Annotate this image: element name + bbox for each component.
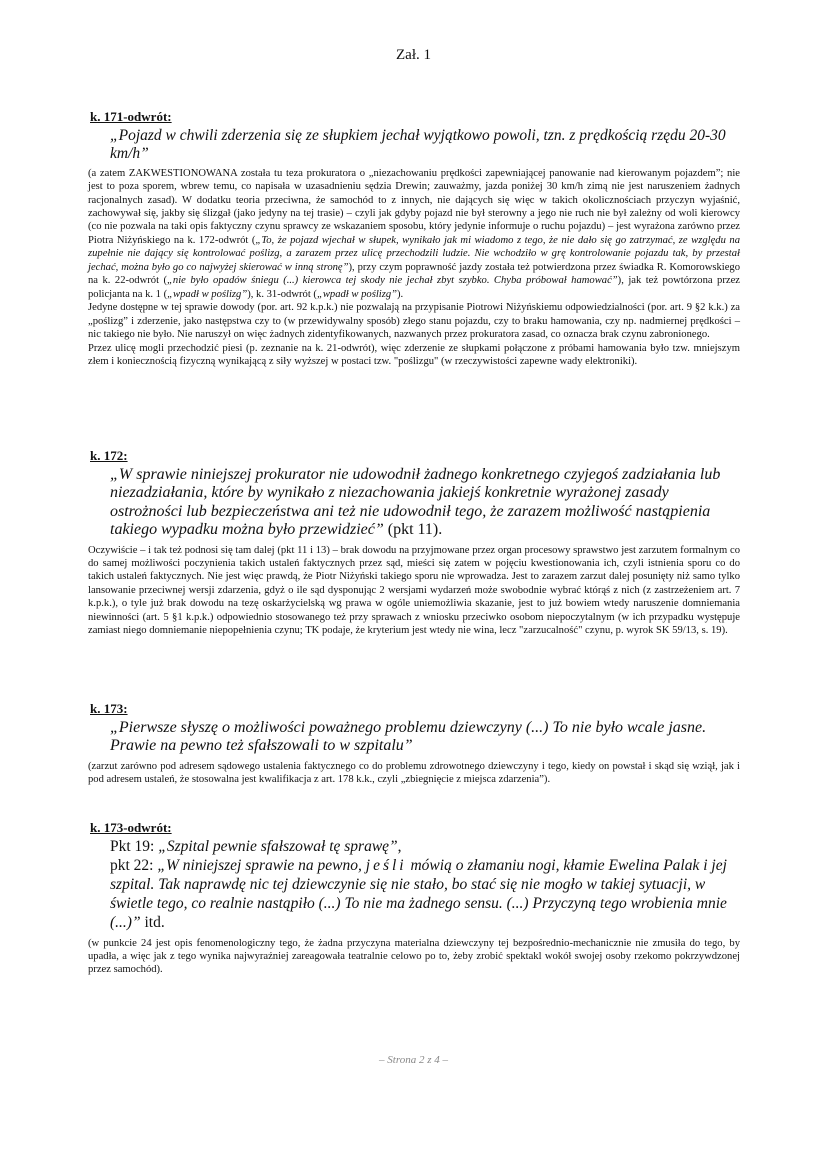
page-header [0,47,827,64]
pkt-quote-emphasis: jeśli [365,856,407,874]
body-paragraph [88,167,740,302]
page-number-footer: – Strona 2 z 4 – [379,1054,448,1066]
text-run: itd. [140,913,165,931]
text-run: , [397,838,402,855]
section-k172 [88,448,740,638]
body-paragraph: Jedyne dostępne w tej sprawie dowody (por. art. 92 k.p.k.) nie pozwalają na przypisanie Piotrowi Niżyńskiemu odpowiedzialności (por. art. 9 §2 k.k.) za „poślizg” i zderzenie, jako następstwa czy to (w przewidywalny sposób) złego stanu pojazdu, czy to braku hamowania, czy np. nadmiernej prędkości – nic takiego nie było. Nie naruszył on więc żadnych zidentyfikowanych, nazwanych przez prokuratora zasad, co oznacza brak czynu zabronionego. [88,302,740,341]
pkt-quote: „W niniejszej sprawie na pewno, [157,856,366,874]
pkt-quote: mówią o złamaniu nogi, kłamie Ewelina Palak i jej szpital. Tak naprawdę nic tej dziewczynie się nie stało, bo stać się nie mogło w takiej sytuacji, w świetle tego, co realnie nastąpiło (...) To nie ma żadnego sensu. (...) Przyczyną tego wrobienia mnie (...)” [110,856,727,931]
section-quote [110,466,740,540]
quoted-testimony: „wpadł w poślizg” [316,288,398,300]
section-body [88,937,740,977]
pkt-quote: „Szpital pewnie sfałszował tę sprawę” [158,838,398,855]
section-heading: k. 173-odwrót: [90,820,172,835]
pkt-label: Pkt 19: [110,838,159,855]
section-quote: „Pojazd w chwili zderzenia się ze słupkiem jechał wyjątkowo powoli, tzn. z prędkością rzędu 20-30 km/h” [110,127,726,162]
attachment-number: Zał. 1 [396,47,431,63]
body-paragraph: (zarzut zarówno pod adresem sądowego ustalenia faktycznego co do problemu zdrowotnego dziewczyny i tego, kiedy on powstał i skąd się wziął, jak i pod adresem ustaleń, że stosowalna jest kwalifikacja z art. 178 k.k., czyli „zbiegnięcie z miejsca zdarzenia”). [88,760,740,786]
pkt-19 [110,838,740,857]
section-body [88,544,740,638]
text-run: ), k. 31-odwrót ( [247,288,317,300]
body-paragraph: (w punkcie 24 jest opis fenomenologiczny tego, że żadna przyczyna materialna dziewczyny tej bezpośrednio-mechanicznie nie zmusiła do tego, by upadła, a więc jak z tego wynika najwyraźniej zareagowała teatralnie celowo po to, żeby zrobić spektakl wokół swojej osoby rzekomo pokrzywdzonej przez samochód). [88,937,740,976]
quote-reference: (pkt 11). [383,521,443,539]
quote-text: „W sprawie niniejszej prokurator nie udowodnił żadnego konkretnego czyjegoś zadziałania lub niezadziałania, które by wynikało z niezachowania jakiejś konkretnie wyrażonej zasady ostrożności lub bezpieczeństwa ani też nie udowodnił tego, że zarazem możliwość nastąpienia takiego wypadku można było przewidzieć” [110,466,721,539]
quoted-testimony: „wpadł w poślizg” [167,288,248,300]
section-heading: k. 171-odwrót: [90,109,172,124]
section-k173 [88,701,740,787]
section-quote: „Pierwsze słyszę o możliwości poważnego problemu dziewczyny (...) To nie było wcale jasne. Prawie na pewno też sfałszowali to w szpitalu” [110,719,707,755]
section-heading: k. 172: [90,448,128,463]
section-body [88,760,740,787]
text-run: (a zatem ZAKWESTIONOWANA została tu teza prokuratora o „niezachowaniu prędkości zapewniającej panowanie nad kierowanym pojazdem”; nie jest to poza sporem, wbrew temu, co napisała w uzasadnieniu sędzia Drewin; zauważmy, jazda poniżej 30 km/h zimą nie jest naruszeniem żadnych racjonalnych zasad). W dodatku teoria przeciwna, że samochód to z innych, nie dających się więc w takich okolicznościach przyczyn wyjaśnić, zachowywał się, jakby się ślizgał (jako jedyny na tej trasie) – czyli jak gdyby pojazd nie był sterowny a jego nie ruch nie był zależny od woli kierowcy (co nie pozwala na taki opis faktyczny czynu sprawcy ze wskazaniem sposobu, który jedynie informuje o ruchu pojazdu) – jest wyrażona zarówno przez Piotra Niżyńskiego na k. 172-odwrót ( [88,167,740,246]
pkt-quotes [110,838,740,933]
quoted-testimony: „nie było opadów śniegu (...) kierowca tej skody nie jechał zbyt szybko. Chyba próbował hamować” [167,275,618,287]
section-heading: k. 173: [90,701,128,716]
section-k171-odwrot [88,109,740,368]
body-paragraph: Oczywiście – i tak też podnosi się tam dalej (pkt 11 i 13) – brak dowodu na przyjmowane przez organ procesowy sprawstwo jest zarzutem formalnym co do samej możliwości poczynienia takich ustaleń faktycznych przez sąd, mieści się zatem w pojęciu kwestionowania ich, czyli istnienia sporu co do takich ustaleń faktycznych. Nie jest więc prawdą, że Piotr Niżyński takiego sporu nie wprowadza. Jest to zarazem zarzut dalej posunięty niż samo tylko lansowanie przeciwnej wersji zdarzenia, gdyż o ile sąd dysponując 2 wersjami wydarzeń może swobodnie wybrać którąś z nich (z zastrzeżeniem art. 7 k.p.k.), o tyle już brak dowodu na tezę oskarżycielską wg prawa w ogóle uniemożliwia skazanie, jest to już bowiem wtedy naruszenie domniemania niewinności (art. 5 §1 k.p.k.) odpowiednio stosowanego też przy sprawach z wniosku przeciwko osobom niepoczytalnym (w ich przypadku występuje zamiast niego domniemanie niepopełnienia czynu; TK podaje, że kryterium jest wtedy nie wina, lecz "zarzucalność" czynu, p. wyrok SK 59/13, s. 19). [88,544,740,637]
section-k173-odwrot [88,820,740,977]
text-run: ). [397,288,404,300]
body-paragraph: Przez ulicę mogli przechodzić piesi (p. zeznanie na k. 21-odwrót), więc zderzenie ze słupkami połączone z próbami hamowania było tzw. mniejszym złem i koniecznością fizyczną wynikającą z siły wyższej w postaci tzw. "poślizgu" (w rzeczywistości zapewne wady elektroniki). [88,342,740,367]
pkt-22 [110,857,740,933]
pkt-label: pkt 22: [110,856,158,874]
text-run: ), jak też powtórzona przez policjanta na k. 1 ( [88,275,740,300]
text-run: ), przy czym poprawność jazdy została też potwierdzona przez świadka R. Komorowskiego na k. 22-odwrót ( [88,261,740,287]
quoted-testimony: „To, że pojazd wjechał w słupek, wynikało jak mi wiadomo z tego, że nie dało się go zatrzymać, ze względu na zupełnie nie dający się kontrolować poślizg, a zarazem przez ulicę przechodzili ludzie. Nie wchodziło w grę kontrolowanie pojazdu tak, by przestał jechać, można było go co najwyżej skierować w inną stronę” [88,234,740,273]
section-body [88,167,740,369]
